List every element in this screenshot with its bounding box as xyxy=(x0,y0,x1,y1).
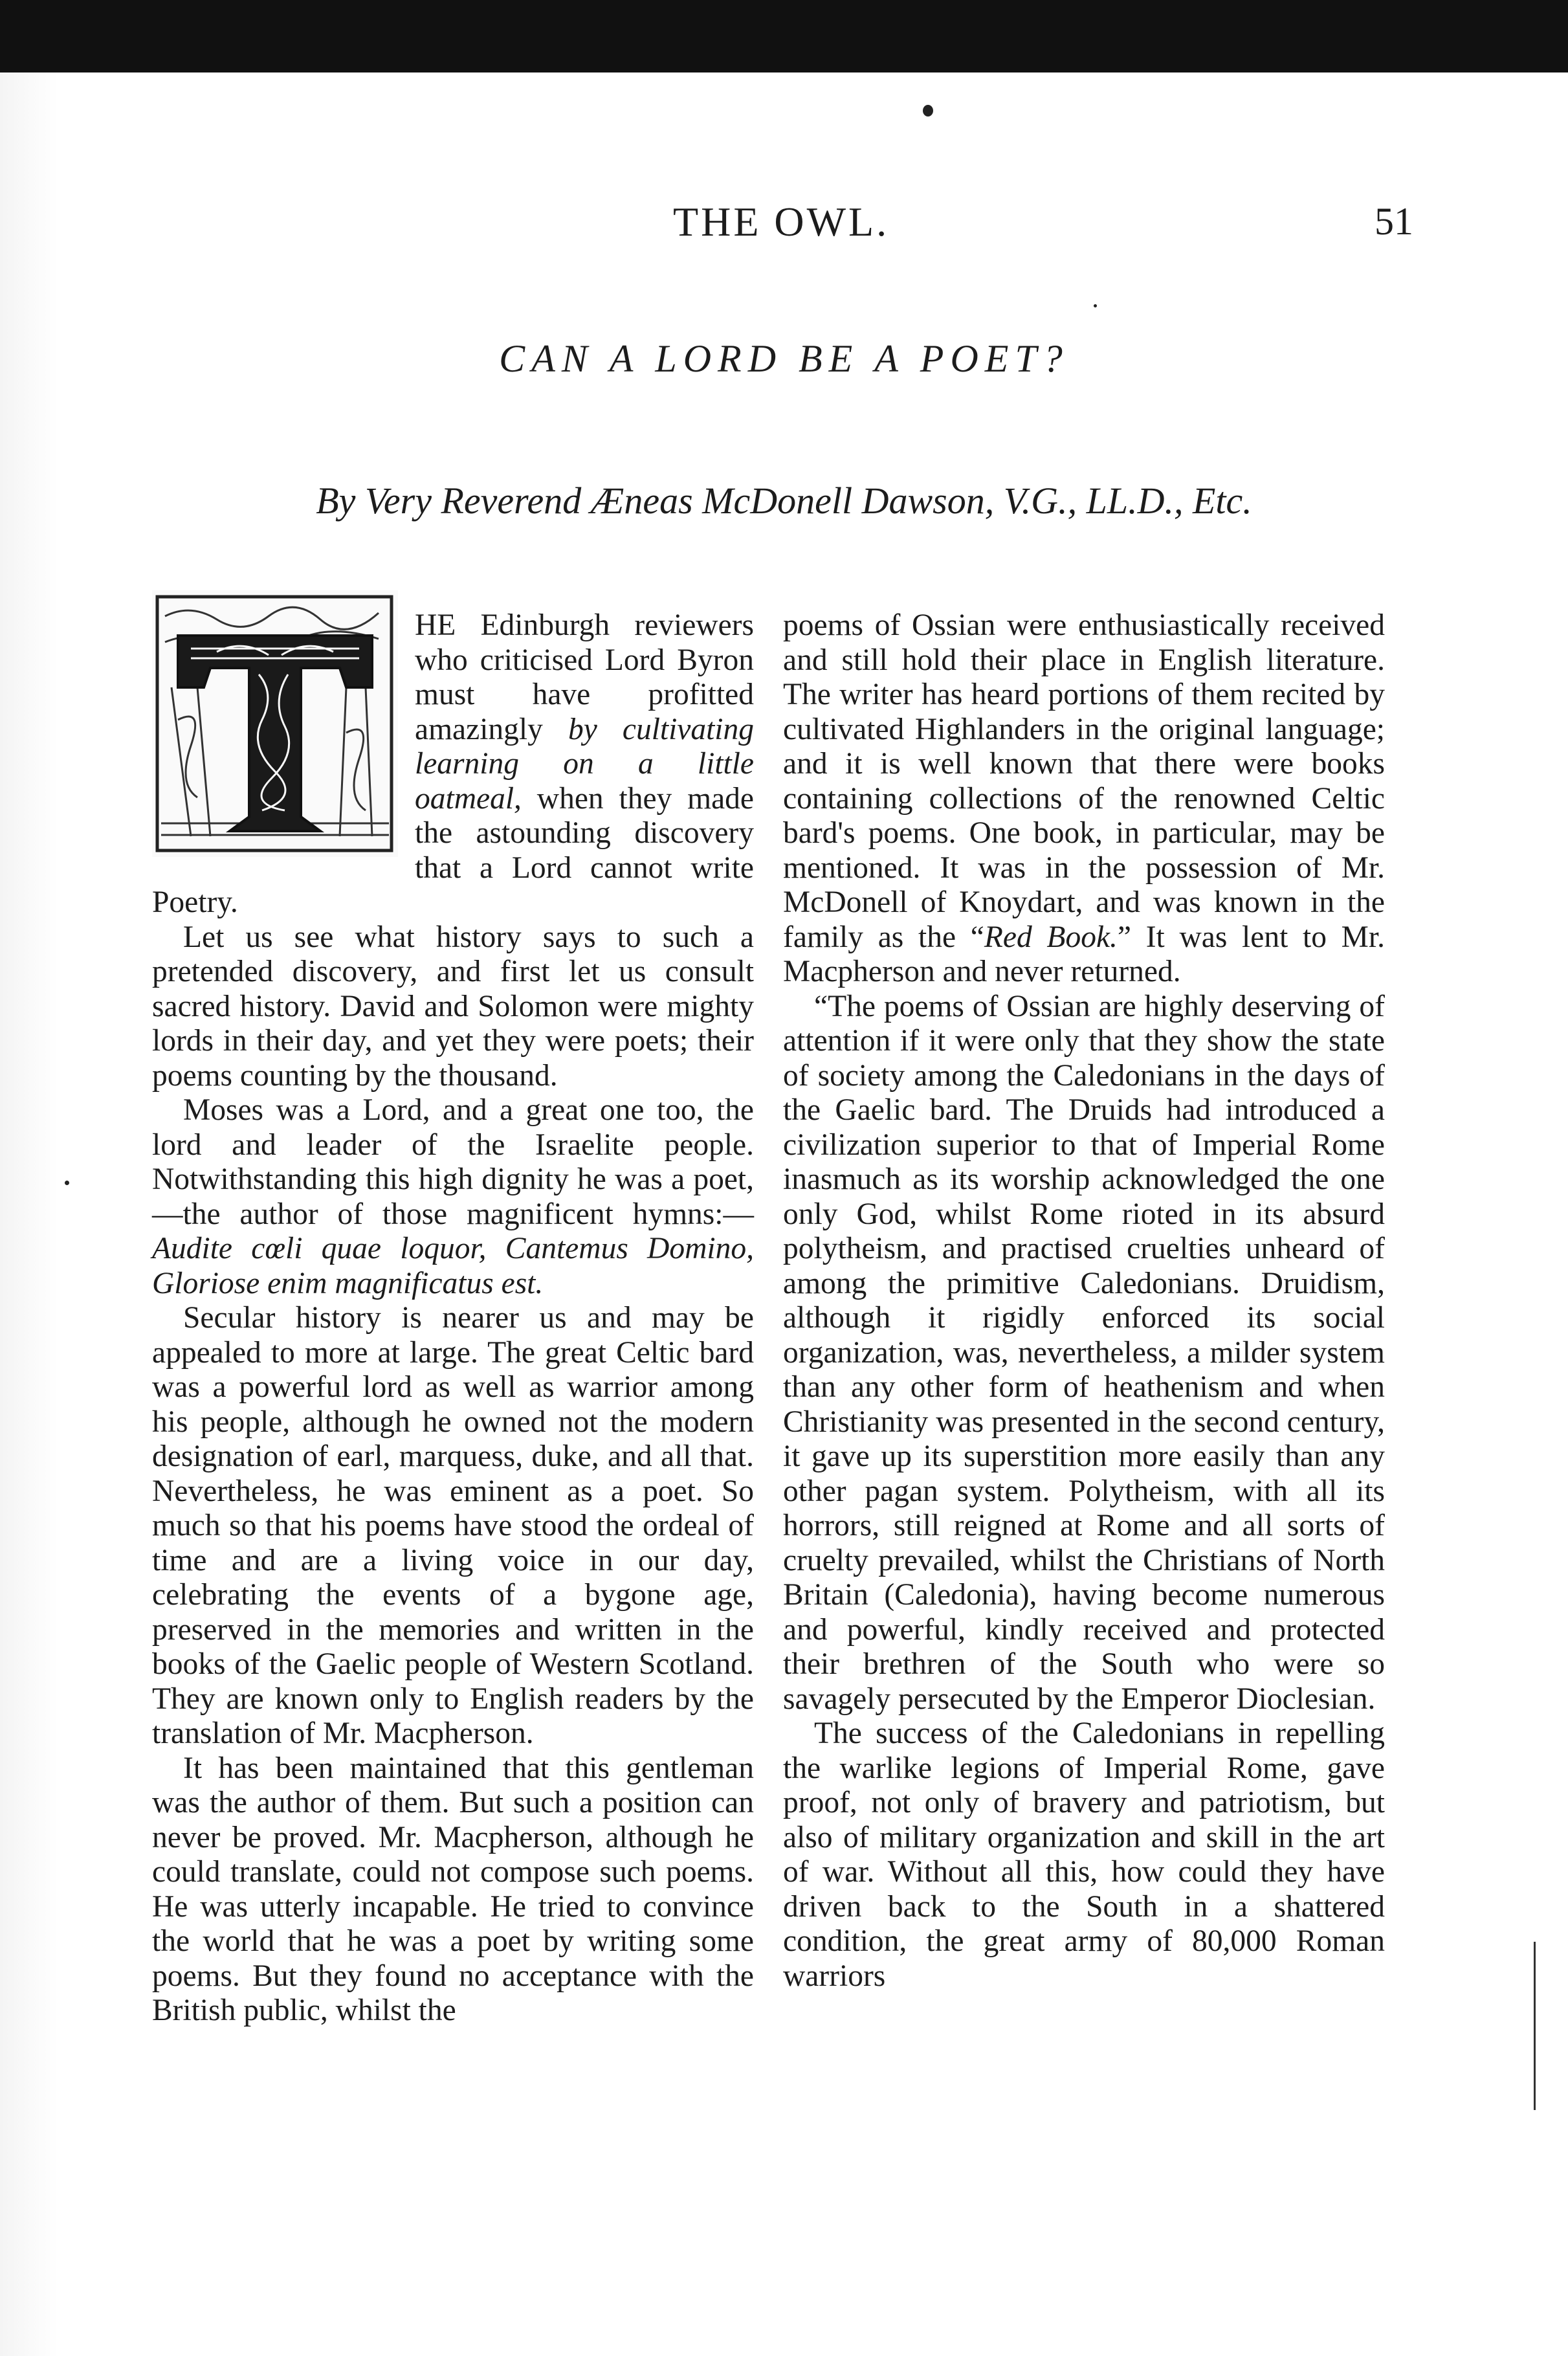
article-title: CAN A LORD BE A POET? xyxy=(499,337,1069,380)
ink-speck xyxy=(923,105,933,117)
italic-run: Audite cœli quae loquor, Cantemus Domino, Gloriose enim magnificatus est. xyxy=(152,1232,754,1300)
ink-speck xyxy=(1094,304,1097,307)
left-column xyxy=(152,608,754,2028)
italic-run: by cultivating learning on a little oatmeal, xyxy=(415,712,755,816)
scan-border xyxy=(0,0,1568,72)
text-run: ” It was lent to Mr. Macpherson and never returned. xyxy=(783,920,1385,988)
text-run: poems of Ossian were enthusiastically received and still hold their place in English literature. The writer has heard portions of them recited by cultivated Highlanders in the original language; and it is well known that there were books containing collections of the renowned Celtic bard's poems. One book, in particular, may be mentioned. It was in the possession of Mr. McDonell of Knoydart, and was known in the family as the “ xyxy=(783,608,1385,954)
ink-speck xyxy=(65,1181,69,1185)
page-edge-mark xyxy=(1534,1942,1536,2110)
paragraph: Secular history is nearer us and may be appealed to more at large. The great Celtic bard was a powerful lord as well as warrior among his people, although he owned not the modern designation of earl, marquess, duke, and all that. Nevertheless, he was eminent as a poet. So much so that his poems have stood the ordeal of time and are a living voice in our day, celebrating the events of a bygone age, preserved in the memories and written in the books of the Gaelic people of Western Scotland. They are known only to English readers by the translation of Mr. Macpherson. xyxy=(152,1301,754,1750)
right-column xyxy=(783,608,1385,1994)
drop-cap-illustration xyxy=(152,590,398,857)
paragraph: The success of the Caledonians in repelling the warlike legions of Imperial Rome, gave proof, not only of bravery and patriotism, but also of military organization and skill in the art of war. Without all this, how could they have driven back to the South in a shattered condition, the great army of 80,000 Roman warriors xyxy=(783,1717,1385,1993)
paragraph xyxy=(783,608,1385,990)
running-title: THE OWL. xyxy=(673,199,890,245)
ornamental-initial-t xyxy=(152,590,398,857)
running-head xyxy=(0,198,1568,250)
paragraph: Let us see what history says to such a pretended discovery, and first let us consult sacred history. David and Solomon were mighty lords in their day, and yet they were poets; their poems counting by the thousand. xyxy=(152,920,754,1093)
byline: By Very Reverend Æneas McDonell Dawson, V.G., LL.D., Etc. xyxy=(316,480,1252,522)
paragraph: “The poems of Ossian are highly deserving of attention if it were only that they show the state of society among the Caledonians in the days of the Gaelic bard. The Druids had introduced a civilization superior to that of Imperial Rome inasmuch as its worship acknowledged the one only God, whilst Rome rioted in its absurd polytheism, and practised cruelties unheard of among the primitive Caledonians. Druidism, although it rigidly enforced its social organization, was, nevertheless, a milder system than any other form of heathenism and when Christianity was presented in the second century, it gave up its superstition more easily than any other pagan system. Polytheism, with all its horrors, still reigned at Rome and all sorts of cruelty prevailed, whilst the Christians of North Britain (Caledonia), having become numerous and powerful, kindly received and protected their brethren of the South who were so savagely persecuted by the Emperor Dioclesian. xyxy=(783,989,1385,1716)
text-run: when they made the astounding discovery that a Lord cannot write Poetry. xyxy=(152,781,754,919)
page-number: 51 xyxy=(1375,200,1413,243)
italic-run: Red Book. xyxy=(984,920,1118,954)
paragraph: It has been maintained that this gentleman was the author of them. But such a position can never be proved. Mr. Macpherson, although he could translate, could not compose such poems. He was utterly incapable. He tried to convince the world that he was a poet by writing some poems. But they found no acceptance with the British public, whilst the xyxy=(152,1751,754,2027)
text-run: HE Edinburgh reviewers who criticised Lord Byron must have profitted amazingly xyxy=(415,608,754,746)
paragraph xyxy=(152,1093,754,1301)
text-run: Moses was a Lord, and a great one too, the lord and leader of the Israelite people. Notwithstanding this high dignity he was a poet,—the author of those magnificent hymns:— xyxy=(152,1093,754,1231)
